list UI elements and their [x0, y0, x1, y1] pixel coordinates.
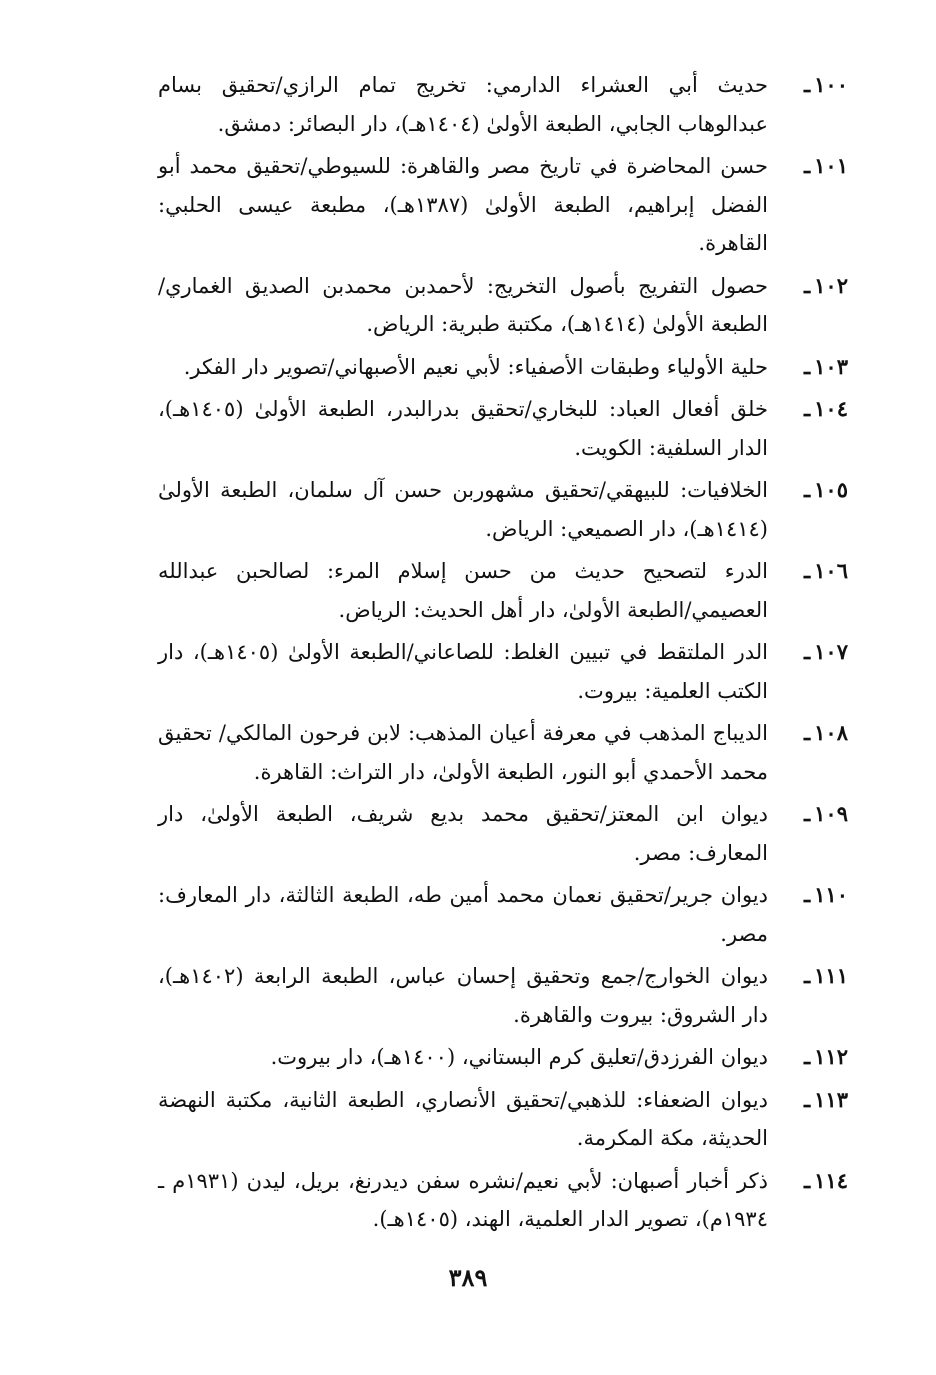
bibliography-entry: [158, 795, 848, 872]
page-number: ٣٨٩: [448, 1263, 488, 1292]
bibliography-entry: [158, 471, 848, 548]
entry-number: ١١٠ـ: [804, 882, 848, 907]
bibliography-entry: [158, 1081, 848, 1158]
entry-text: خلق أفعال العباد: للبخاري/تحقيق بدرالبدر، الطبعة الأولىٰ (١٤٠٥هـ)، الدار السلفية: الكويت.: [158, 397, 768, 460]
entry-number: ١١٣ـ: [804, 1086, 848, 1112]
entry-number: ١١١ـ: [804, 963, 848, 988]
entry-number: ١٠٤ـ: [804, 396, 848, 421]
entry-number: ١٠٥ـ: [804, 477, 848, 502]
entry-number: ١٠٩ـ: [804, 801, 848, 826]
entry-text: حصول التفريج بأصول التخريج: لأحمدبن محمدبن الصديق الغماري/ الطبعة الأولىٰ (١٤١٤هـ)، مكتبة طبرية: الرياض.: [158, 273, 768, 336]
entry-text: ديوان الخوارج/جمع وتحقيق إحسان عباس، الطبعة الرابعة (١٤٠٢هـ)، دار الشروق: بيروت والقاهرة.: [158, 964, 768, 1027]
entry-text: حديث أبي العشراء الدارمي: تخريج تمام الرازي/تحقيق بسام عبدالوهاب الجابي، الطبعة الأولىٰ (١٤٠٤هـ)، دار البصائر: دمشق.: [158, 73, 768, 136]
bibliography-list: [158, 66, 848, 1243]
entry-number: ١٠٦ـ: [804, 558, 848, 583]
bibliography-entry: [158, 267, 848, 344]
entry-text: الخلافيات: للبيهقي/تحقيق مشهوربن حسن آل سلمان، الطبعة الأولىٰ (١٤١٤هـ)، دار الصميعي: الرياض.: [158, 478, 768, 541]
bibliography-entry: [158, 876, 848, 953]
entry-number: ١٠٢ـ: [804, 272, 848, 298]
bibliography-entry: [158, 957, 848, 1034]
bibliography-entry: [158, 147, 848, 263]
entry-number: ١٠٣ـ: [804, 353, 848, 379]
entry-text: حلية الأولياء وطبقات الأصفياء: لأبي نعيم الأصبهاني/تصوير دار الفكر.: [183, 354, 768, 379]
bibliography-entry: [158, 66, 848, 143]
bibliography-entry: [158, 1038, 848, 1077]
entry-number: ١٠٨ـ: [804, 720, 848, 745]
entry-text: ديوان الفرزدق/تعليق كرم البستاني، (١٤٠٠هـ)، دار بيروت.: [270, 1045, 768, 1069]
entry-number: ١١٤ـ: [804, 1167, 848, 1193]
entry-text: ديوان ابن المعتز/تحقيق محمد بديع شريف، الطبعة الأولىٰ، دار المعارف: مصر.: [158, 802, 768, 865]
entry-text: ديوان جرير/تحقيق نعمان محمد أمين طه، الطبعة الثالثة، دار المعارف: مصر.: [158, 883, 768, 946]
entry-text: الدر الملتقط في تبيين الغلط: للصاعاني/الطبعة الأولىٰ (١٤٠٥هـ)، دار الكتب العلمية: بيروت.: [158, 640, 768, 703]
entry-text: ذكر أخبار أصبهان: لأبي نعيم/نشره سفن ديدرنغ، بريل، ليدن (١٩٣١م ـ ١٩٣٤م)، تصوير الدار العلمية، الهند، (١٤٠٥هـ).: [158, 1168, 768, 1231]
bibliography-entry: [158, 348, 848, 387]
entry-text: ديوان الضعفاء: للذهبي/تحقيق الأنصاري، الطبعة الثانية، مكتبة النهضة الحديثة، مكة المكرمة.: [158, 1087, 768, 1150]
bibliography-entry: [158, 1162, 848, 1239]
entry-number: ١١٢ـ: [804, 1044, 848, 1069]
bibliography-entry: [158, 633, 848, 710]
entry-text: الديباج المذهب في معرفة أعيان المذهب: لابن فرحون المالكي/ تحقيق محمد الأحمدي أبو النور، الطبعة الأولىٰ، دار التراث: القاهرة.: [158, 721, 768, 784]
bibliography-entry: [158, 714, 848, 791]
entry-number: ١٠٧ـ: [804, 639, 848, 664]
bibliography-entry: [158, 552, 848, 629]
entry-number: ١٠٠ـ: [804, 72, 848, 97]
entry-text: الدرء لتصحيح حديث من حسن إسلام المرء: لصالحبن عبدالله العصيمي/الطبعة الأولىٰ، دار أهل الحديث: الرياض.: [158, 559, 768, 622]
entry-text: حسن المحاضرة في تاريخ مصر والقاهرة: للسيوطي/تحقيق محمد أبو الفضل إبراهيم، الطبعة الأولىٰ (١٣٨٧هـ)، مطبعة عيسى الحلبي: القاهرة.: [158, 154, 769, 255]
entry-number: ١٠١ـ: [804, 153, 848, 178]
bibliography-entry: [158, 390, 848, 467]
